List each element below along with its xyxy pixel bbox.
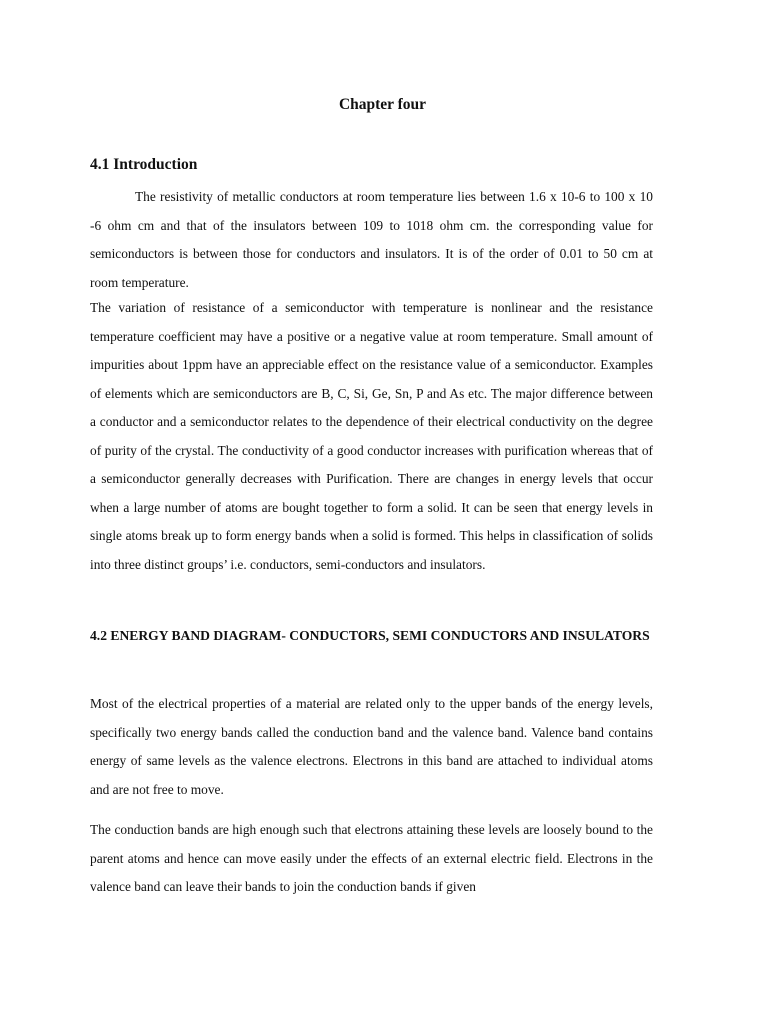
paragraph-conduction-bands: The conduction bands are high enough such that electrons attaining these levels are loosely bound to the parent atoms and hence can move easily under the effects of an external electric field. Electrons in the valence band can leave their bands to join the conduction bands if given: [90, 822, 653, 894]
chapter-title: Chapter four: [338, 96, 427, 113]
section-heading-introduction: 4.1 Introduction: [90, 156, 198, 173]
paragraph-resistivity: The resistivity of metallic conductors at room temperature lies between 1.6 x 10-6 to 100 x 10 -6 ohm cm and that of the insulators between 109 to 1018 ohm cm. the corresponding value for semiconductors is between those for conductors and insulators. It is of the order of 0.01 to 50 cm at room temperature.: [90, 189, 653, 290]
paragraph-energy-bands: Most of the electrical properties of a material are related only to the upper bands of the energy levels, specifically two energy bands called the conduction band and the valence band. Valence band contains energy of same levels as the valence electrons. Electrons in this band are attached to individual atoms and are not free to move.: [90, 696, 653, 797]
paragraph-resistance-variation: The variation of resistance of a semiconductor with temperature is nonlinear and the resistance temperature coefficient may have a positive or a negative value at room temperature. Small amount of impurities about 1ppm have an appreciable effect on the resistance value of a semiconductor. Examples of elements which are semiconductors are B, C, Si, Ge, Sn, P and As etc. The major difference between a conductor and a semiconductor relates to the dependence of their electrical conductivity on the degree of purity of the crystal. The conductivity of a good conductor increases with purification whereas that of a semiconductor generally decreases with Purification. There are changes in energy levels that occur when a large number of atoms are bought together to form a solid. It can be seen that energy levels in single atoms break up to form energy bands when a solid is formed. This helps in classification of solids into three distinct groups’ i.e. conductors, semi-conductors and insulators.: [90, 300, 653, 572]
document-page: [90, 0, 653, 1024]
section-heading-energy-band: 4.2 ENERGY BAND DIAGRAM- CONDUCTORS, SEMI CONDUCTORS AND INSULATORS: [90, 628, 650, 643]
